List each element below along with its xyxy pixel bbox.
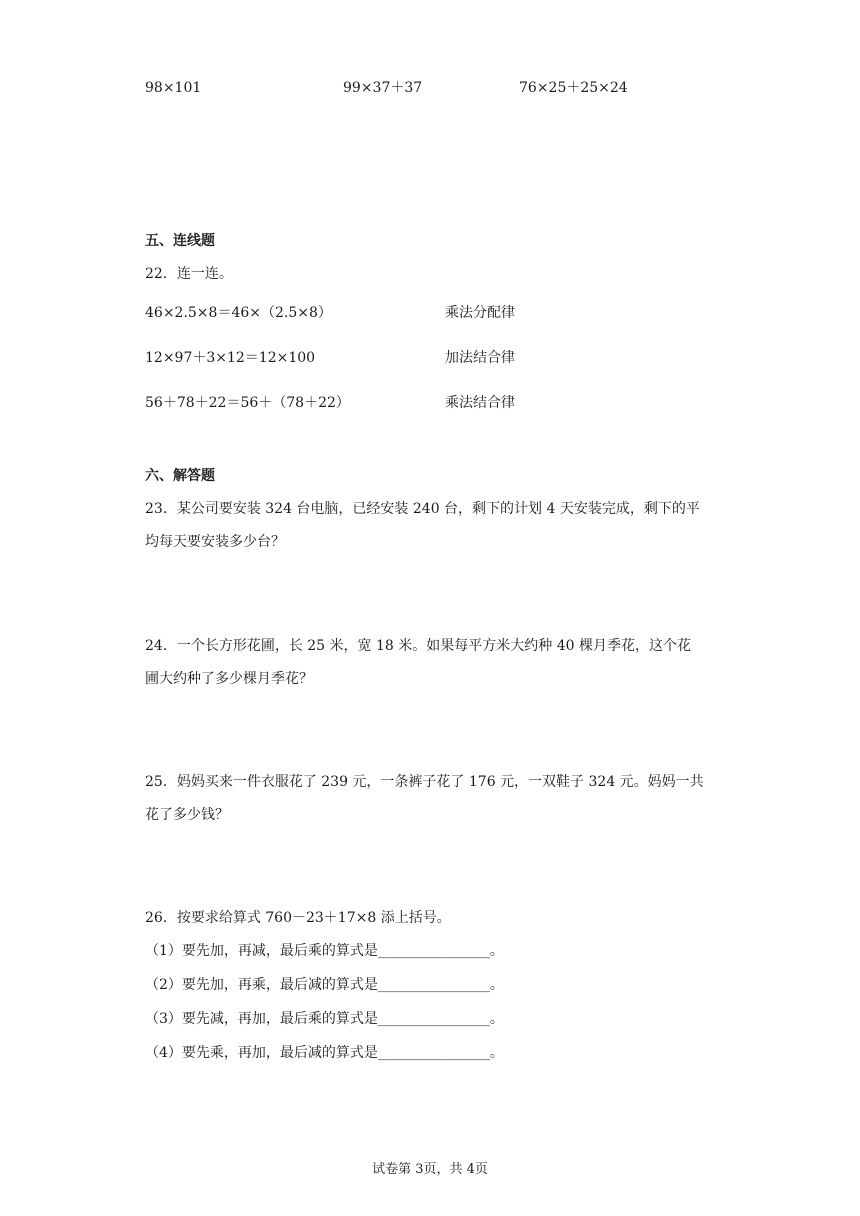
question-25-line-1: 25．妈妈买来一件衣服花了 239 元，一条裤子花了 176 元，一双鞋子 324 元。妈妈一共 (145, 774, 704, 790)
match-right-3: 乘法结合律 (445, 395, 515, 411)
question-22: 22．连一连。 (145, 266, 233, 282)
question-26-part-1: （1）要先加，再减，最后乘的算式是________________。 (145, 943, 504, 959)
question-26-part-3: （3）要先减，再加，最后乘的算式是________________。 (145, 1011, 504, 1027)
match-left-1: 46×2.5×8＝46×（2.5×8） (145, 305, 332, 321)
match-right-2: 加法结合律 (445, 350, 515, 366)
expression-99x37-plus-37: 99×37＋37 (343, 80, 423, 96)
question-25-line-2: 花了多少钱？ (145, 807, 229, 823)
question-24-line-2: 圃大约种了多少棵月季花？ (145, 671, 313, 687)
question-23-line-1: 23．某公司要安装 324 台电脑，已经安装 240 台，剩下的计划 4 天安装完成，剩下的平 (145, 501, 700, 517)
question-23-line-2: 均每天要安装多少台？ (145, 534, 285, 550)
match-left-2: 12×97＋3×12＝12×100 (145, 350, 316, 366)
section-five-title: 五、连线题 (145, 233, 215, 249)
section-six-title: 六、解答题 (145, 468, 215, 484)
question-26-part-2: （2）要先加，再乘，最后减的算式是________________。 (145, 977, 504, 993)
expression-76x25-plus-25x24: 76×25＋25×24 (519, 80, 628, 96)
question-26-part-4: （4）要先乘，再加，最后减的算式是________________。 (145, 1045, 504, 1061)
question-24-line-1: 24．一个长方形花圃，长 25 米，宽 18 米。如果每平方米大约种 40 棵月季花，这个花 (145, 638, 691, 654)
question-26-stem: 26．按要求给算式 760－23＋17×8 添上括号。 (145, 910, 451, 926)
page-footer: 试卷第 3页，共 4页 (372, 1162, 488, 1177)
match-left-3: 56＋78＋22＝56＋（78＋22） (145, 395, 350, 411)
match-right-1: 乘法分配律 (445, 305, 515, 321)
expression-98x101: 98×101 (145, 80, 202, 96)
